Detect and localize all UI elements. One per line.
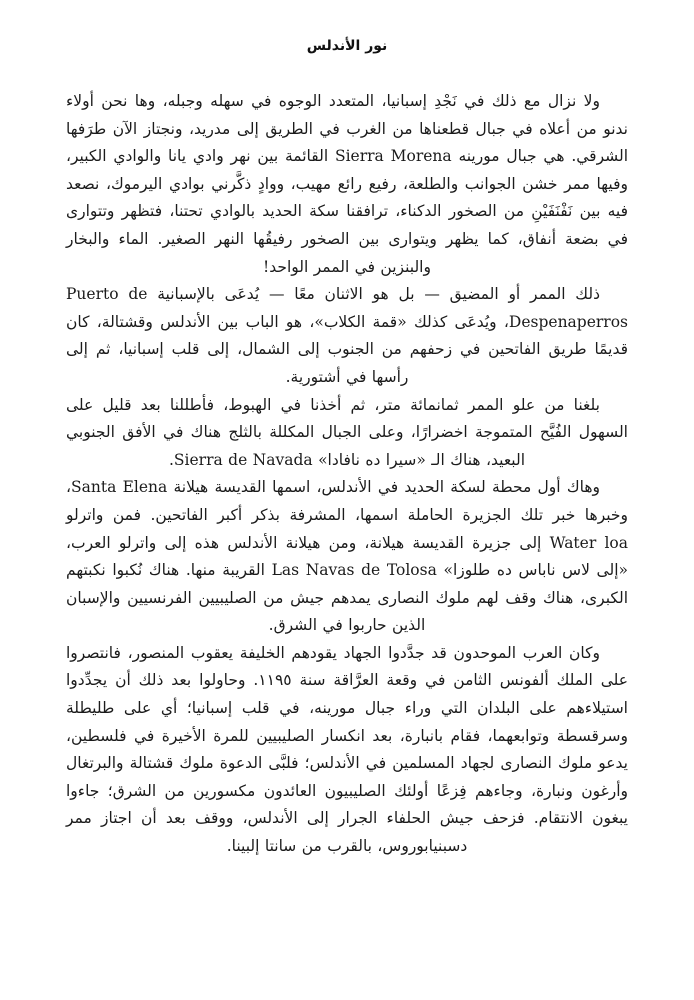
body-text <box>66 88 628 861</box>
paragraph: وكان العرب الموحدون قد جدَّدوا الجهاد يقودهم الخليفة يعقوب المنصور، فانتصروا على الملك ألفونس الثامن في وقعة العرَّاقة سنة ١١٩٥. وحاولوا بعد ذلك أن يجدِّدوا استيلاءهم على البلدان التي وراء جبال مورينه، في قلب إسبانيا؛ أي على طليطلة وسرقسطة وتوابعهما، فقام بانبارة، بعد انكسار الصليبيين للمرة الأخيرة في فلسطين، يدعو ملوك النصارى لجهاد المسلمين في الأندلس؛ فلبَّى الدعوة ملوك قشتالة والبرتغال وأرغون ونبارة، وجاءهم فِزعًا أولئك الصليبيون العائدون مكسورين من الشرق؛ جاءوا يبغون الانتقام. فزحف جيش الحلفاء الجرار إلى الأندلس، ووقف بعد أن اجتاز ممر دسبنيابوروس، بالقرب من سانتا إلبينا. <box>66 643 629 856</box>
paragraph: ولا نزال مع ذلك في نَجْدِ إسبانيا، المتعدد الوجوه في سهله وجبله، وها نحن أولاء ندنو من أعلاه في جبال قطعناها من الغرب في الطريق إلى مدريد، ونجتاز الآن طرَفها الشرقي. هي جبال مورينه Sierra Morena القائمة بين نهر وادي يانا والوادي الكبير، وفيها ممر خشن الجوانب والطلعة، رفيع رائع مهيب، ووادٍ ذكَّرني بوادي اليرموك، نصعد فيه بين نَفْنَفَيْنِ من الصخور الدكناء، ترافقنا سكة الحديد بالوادي تحتنا، فتظهر وتتوارى في بضعة أنفاق، كما يظهر ويتوارى بين الصخور رفيقُها النهر الصغير. الماء والبخار والبنزين في الممر الواحد! <box>66 92 628 276</box>
page-title: نور الأندلس <box>306 38 388 54</box>
paragraph: بلغنا من علو الممر ثمانمائة متر، ثم أخذنا في الهبوط، فأطللنا بعد قليل على السهول الفُيَّح المتموجة اخضرارًا، وعلى الجبال المكللة بالثلج هناك في الأفق الجنوبي البعيد، هناك الـ «سيرا ده نافادا» Sierra de Navada. <box>66 395 628 469</box>
paragraph: وهاك أول محطة لسكة الحديد في الأندلس، اسمها القديسة هيلانة Santa Elena، وخبرها خبر تلك الجزيرة الحاملة اسمها، المشرفة بذكر أكبر الفاتحين. فمن واترلو Water loa إلى جزيرة القديسة هيلانة، ومن هيلانة الأندلس هذه إلى واترلو العرب، «إلى لاس ناباس ده طلوزا» Las Navas de Tolosa القريبة منها. هناك نُكبوا نكبتهم الكبرى، هناك وقف لهم ملوك النصارى يمدهم جيش من الصليبيين الفرنسيين والإسبان الذين حاربوا في الشرق. <box>66 478 629 635</box>
paragraph: ذلك الممر أو المضيق — بل هو الاثنان معًا — يُدعَى بالإسبانية Puerto de Despenaperros، ويُدعَى كذلك «قمة الكلاب»، هو الباب بين الأندلس وقشتالة، كان قديمًا طريق الفاتحين في زحفهم من الجنوب إلى الشمال، إلى قلب إسبانيا، ثم إلى رأسها في أشتورية. <box>66 285 628 386</box>
